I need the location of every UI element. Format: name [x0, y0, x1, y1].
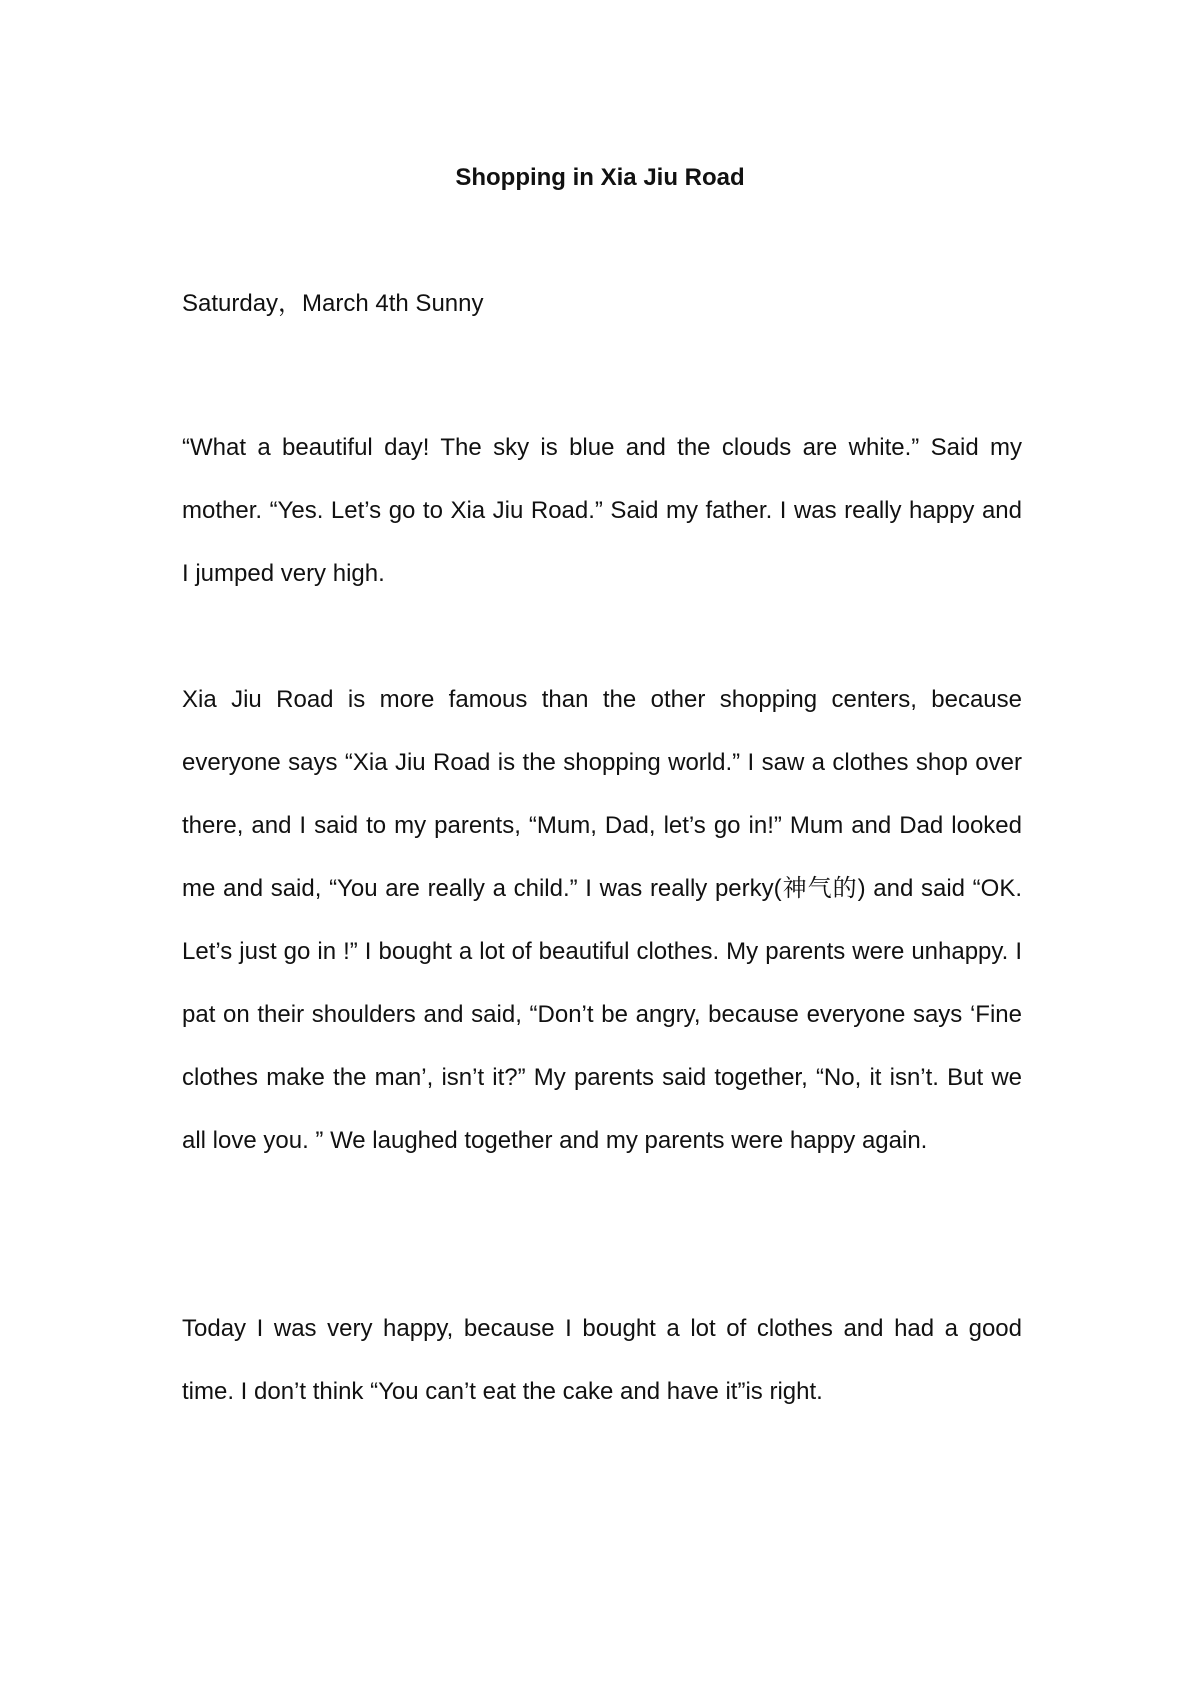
dateline: Saturday，March 4th Sunny — [182, 290, 484, 317]
paragraph-3: Today I was very happy, because I bought a lot of clothes and had a good time. I don’t think “You can’t eat the cake and have it”is right. — [182, 1315, 1022, 1405]
paragraph-2: Xia Jiu Road is more famous than the other shopping centers, because everyone says “Xia Jiu Road is the shopping world.” I saw a clothes shop over there, and I said to my parents, “Mum, Dad, let’s go in!” Mum and Dad looked me and said, “You are really a child.” I was really perky(神气的) and said “OK. Let’s just go in !” I bought a lot of beautiful clothes. My parents were unhappy. I pat on their shoulders and said, “Don’t be angry, because everyone says ‘Fine clothes make the man’, isn’t it?” My parents said together, “No, it isn’t. But we all love you. ” We laughed together and my parents were happy again. — [182, 686, 1022, 1154]
document-title: Shopping in Xia Jiu Road — [455, 164, 745, 191]
paragraph-1: “What a beautiful day! The sky is blue and the clouds are white.” Said my mother. “Yes. Let’s go to Xia Jiu Road.” Said my father. I was really happy and I jumped very high. — [182, 434, 1022, 587]
